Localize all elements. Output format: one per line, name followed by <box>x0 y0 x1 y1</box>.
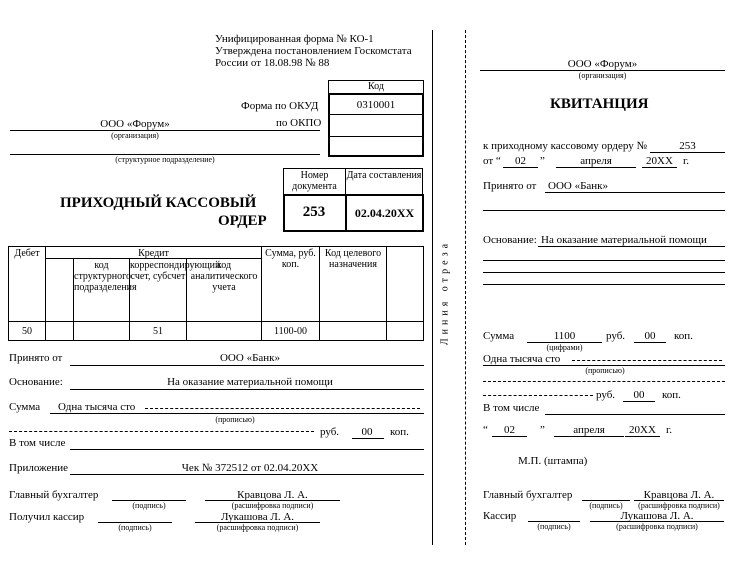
th-empty-last <box>386 246 424 322</box>
form-line3: России от 18.08.98 № 88 <box>215 57 330 69</box>
kassir-rasshifrovka: (расшифровка подписи) <box>216 523 299 532</box>
receipt-summa-label: Сумма <box>483 330 515 342</box>
org-caption: (организация) <box>111 131 159 140</box>
receipt-prinyato-label: Принято от <box>483 180 537 192</box>
receipt-mp: М.П. (штампа) <box>518 455 588 467</box>
receipt-osnovanie-label: Основание: <box>483 234 537 246</box>
date-header: Дата составления <box>345 168 423 195</box>
th-korr: корреспондирующий счет, субсчет <box>129 258 187 322</box>
receipt-glav-buh-name: Кравцова Л. А. <box>643 489 715 501</box>
prilozhenie-label: Приложение <box>9 462 69 474</box>
receipt-month: апреля <box>580 155 612 167</box>
receipt-day2: 02 <box>504 424 515 436</box>
receipt-kassir-name: Лукашова Л. А. <box>620 510 694 522</box>
osnovanie-label: Основание: <box>9 376 63 388</box>
num-header: Номер документа <box>283 168 346 195</box>
glav-buh-podpis: (подпись) <box>132 501 166 510</box>
receipt-propisyu: (прописью) <box>585 366 625 375</box>
okpo-label: по ОКПО <box>276 117 322 129</box>
summa-words: Одна тысяча сто <box>58 401 136 413</box>
receipt-kassir-rasshifrovka: (расшифровка подписи) <box>616 522 698 531</box>
glav-buh-rasshifrovka: (расшифровка подписи) <box>231 501 314 510</box>
prinyato-label: Принято от <box>9 352 63 364</box>
summa-label: Сумма <box>9 401 41 413</box>
th-summa: Сумма, руб. коп. <box>261 246 320 322</box>
th-kredit: Кредит <box>45 246 262 259</box>
form-line1: Унифицированная форма № КО-1 <box>215 33 374 45</box>
okud-value: 0310001 <box>356 99 396 111</box>
kop-label: коп. <box>390 426 409 438</box>
doc-title-line2: ОРДЕР <box>218 213 267 229</box>
th-kod-anal: код аналитического учета <box>186 258 262 322</box>
receipt-month2: апреля <box>573 424 605 436</box>
v-tom-chisle: В том числе <box>9 437 66 449</box>
date-value: 02.04.20XX <box>354 206 415 220</box>
receipt-glav-buh-rasshifrovka: (расшифровка подписи) <box>638 501 720 510</box>
receipt-v-tom-chisle: В том числе <box>483 402 540 414</box>
receipt-kop-value: 00 <box>644 330 656 342</box>
receipt-ciframi: (цифрами) <box>546 343 583 352</box>
receipt-kassir-podpis: (подпись) <box>537 522 571 531</box>
cut-line-right <box>465 30 466 545</box>
th-empty <box>45 258 74 322</box>
prilozhenie-value: Чек № 372512 от 02.04.20XX <box>181 462 319 474</box>
td-summa: 1100-00 <box>261 321 320 341</box>
num-value: 253 <box>302 204 326 220</box>
kassir-name: Лукашова Л. А. <box>220 511 295 523</box>
td-debet: 50 <box>8 321 46 341</box>
kod-header-cell: Код <box>328 80 424 94</box>
receipt-glav-buh-podpis: (подпись) <box>589 501 623 510</box>
kassir-podpis: (подпись) <box>118 523 152 532</box>
receipt-year2: 20XX <box>629 424 656 436</box>
kassir-label: Получил кассир <box>9 511 85 523</box>
org-name: ООО «Форум» <box>100 118 170 130</box>
unit-caption: (структурное подразделение) <box>115 155 215 164</box>
receipt-kop2-value: 00 <box>633 389 645 401</box>
th-debet: Дебет <box>8 246 46 322</box>
receipt-ot: от “ <box>483 155 501 167</box>
receipt-org-name: ООО «Форум» <box>567 58 638 70</box>
kop-value: 00 <box>361 426 373 438</box>
receipt-kassir-label: Кассир <box>483 510 517 522</box>
receipt-summa-value: 1100 <box>553 330 576 342</box>
propisyu-caption: (прописью) <box>215 415 255 424</box>
receipt-year: 20XX <box>646 155 673 167</box>
receipt-summa-words: Одна тысяча сто <box>483 353 561 365</box>
form-line2: Утверждена постановлением Госкомстата <box>215 45 412 57</box>
th-kod-cel: Код целевого назначения <box>319 246 387 322</box>
okud-label: Форма по ОКУД <box>241 100 319 112</box>
th-kod-struct: код структурного подразделения <box>73 258 130 322</box>
receipt-glav-buh-label: Главный бухгалтер <box>483 489 573 501</box>
receipt-day: 02 <box>515 155 526 167</box>
receipt-org-caption: (организация) <box>578 71 627 80</box>
prinyato-value: ООО «Банк» <box>219 352 280 364</box>
td-korr: 51 <box>129 321 187 341</box>
glav-buh-label: Главный бухгалтер <box>9 489 99 501</box>
receipt-order-num: 253 <box>679 140 696 152</box>
receipt-osnovanie-value: На оказание материальной помощи <box>541 234 707 246</box>
receipt-order-label: к приходному кассовому ордеру № <box>483 140 647 152</box>
rub-label: руб. <box>320 426 340 438</box>
receipt-title: КВИТАНЦИЯ <box>550 96 649 112</box>
osnovanie-value: На оказание материальной помощи <box>167 376 333 388</box>
doc-title-line1: ПРИХОДНЫЙ КАССОВЫЙ <box>60 195 257 211</box>
receipt-prinyato-value: ООО «Банк» <box>548 180 609 192</box>
cut-line-label: Линия отреза <box>439 239 451 346</box>
glav-buh-name: Кравцова Л. А. <box>237 489 308 501</box>
cut-line-left <box>432 30 433 545</box>
